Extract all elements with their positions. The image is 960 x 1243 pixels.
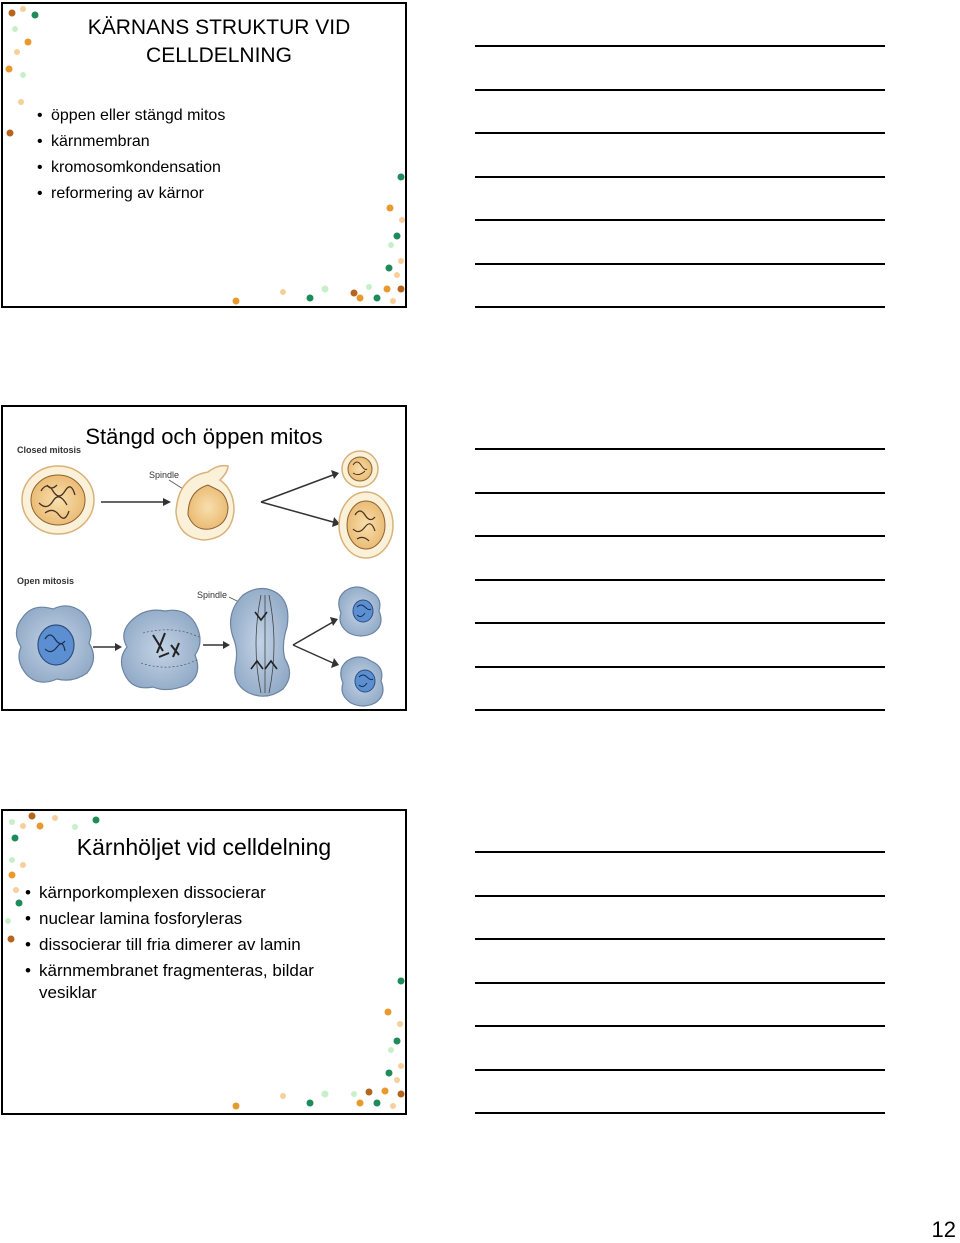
list-item: • kärnmembran — [37, 129, 225, 155]
note-line — [475, 851, 885, 853]
note-line — [475, 938, 885, 940]
note-line — [475, 895, 885, 897]
spindle-label: Spindle — [149, 470, 180, 480]
note-line — [475, 263, 885, 265]
bullet-list — [25, 882, 355, 1008]
slide-title: Stängd och öppen mitos — [85, 424, 323, 449]
note-line — [475, 709, 885, 711]
arrowhead — [115, 643, 122, 651]
note-line — [475, 89, 885, 91]
arrow — [293, 645, 333, 663]
note-line — [475, 666, 885, 668]
note-line — [475, 1112, 885, 1114]
mitosis-figure — [3, 407, 405, 709]
daughter-nucleus — [348, 457, 372, 481]
list-item: • kromosomkondensation — [37, 155, 225, 181]
daughter-nucleus-open — [355, 670, 375, 692]
note-line — [475, 982, 885, 984]
note-line — [475, 132, 885, 134]
note-line — [475, 448, 885, 450]
list-item: • dissocierar till fria dimerer av lamin — [25, 934, 355, 956]
note-line — [475, 579, 885, 581]
slide-3 — [1, 809, 407, 1115]
slide-title: KÄRNANS STRUKTUR VID CELLDELNING — [87, 16, 351, 67]
daughter-nucleus-open — [353, 600, 373, 622]
open-nucleus — [38, 625, 74, 665]
list-item: • öppen eller stängd mitos — [37, 103, 225, 129]
slide-title: Kärnhöljet vid celldelning — [76, 834, 332, 860]
open-mitosis-label: Open mitosis — [17, 576, 75, 586]
note-line — [475, 45, 885, 47]
arrow — [293, 622, 333, 645]
arrow — [261, 475, 333, 502]
note-line — [475, 306, 885, 308]
note-line — [475, 535, 885, 537]
page-number: 12 — [931, 1217, 956, 1242]
arrowhead — [163, 498, 171, 506]
arrow — [261, 502, 333, 522]
note-line — [475, 1025, 885, 1027]
list-item: • reformering av kärnor — [37, 181, 225, 207]
note-line — [475, 219, 885, 221]
list-item: • nuclear lamina fosforyleras — [25, 908, 355, 930]
note-line — [475, 622, 885, 624]
bullet-list — [37, 103, 225, 207]
note-line — [475, 1069, 885, 1071]
open-cell-anaphase — [231, 588, 290, 696]
spindle-label: Spindle — [197, 590, 228, 600]
slide-1 — [1, 2, 407, 308]
list-item: • kärnmembranet fragmenteras, bildar vesiklar — [25, 960, 355, 1004]
list-item: • kärnporkomplexen dissocierar — [25, 882, 355, 904]
closed-nucleus — [31, 475, 85, 525]
open-cell-prometaphase — [121, 610, 200, 689]
note-line — [475, 492, 885, 494]
note-line — [475, 176, 885, 178]
arrowhead — [223, 641, 230, 649]
slide-2 — [1, 405, 407, 711]
closed-mitosis-label: Closed mitosis — [17, 445, 82, 455]
arrowhead — [330, 617, 338, 626]
